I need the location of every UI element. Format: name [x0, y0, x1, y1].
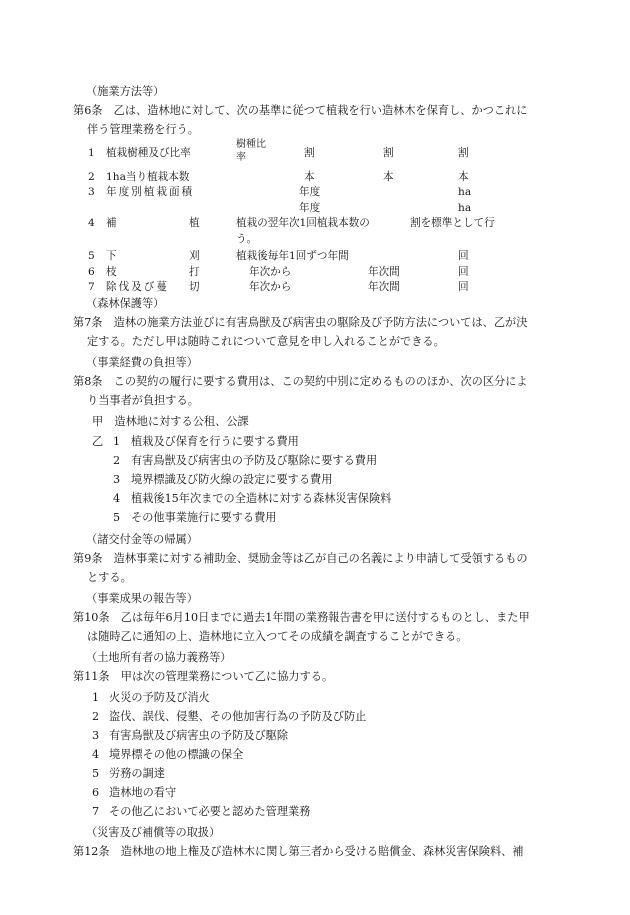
schedule-item-number: 4	[88, 217, 95, 229]
article-6-text: 伴う管理業務を行う。	[87, 123, 199, 136]
list-item-number: 2	[113, 454, 121, 467]
list-item-number: 3	[92, 729, 100, 742]
section-heading: （事業成果の報告等）	[86, 592, 198, 605]
section-heading: （土地所有者の協力義務等）	[86, 651, 232, 664]
schedule-item-number: 2	[88, 171, 95, 183]
article-12-text: 第12条 造林地の地上権及び造林木に関し第三者から受ける賠償金、森林災害保険料、補	[73, 845, 524, 858]
schedule-item-text: う。	[236, 233, 258, 245]
schedule-item-label: 補	[106, 217, 117, 229]
schedule-unit: 割	[458, 147, 469, 159]
list-item-number: 4	[92, 748, 100, 761]
article-7-text: 第7条 造林の施業方法並びに有害鳥獣及び病害虫の駆除及び予防方法については、乙が決	[73, 316, 528, 329]
list-item-number: 6	[92, 786, 100, 799]
article-10-text: は随時乙に通知の上、造林地に立入つてその成績を調査することができる。	[87, 630, 468, 643]
schedule-item-label: 切	[189, 281, 200, 293]
schedule-item-text: 植栽の翌年次1回植栽本数の	[236, 217, 370, 229]
schedule-item-number: 5	[88, 250, 95, 262]
schedule-item-text: 植栽後毎年1回ずつ年間	[236, 250, 349, 262]
schedule-item-number: 6	[88, 266, 95, 278]
schedule-unit: 割	[383, 147, 394, 159]
list-item: 盗伐、誤伐、侵墾、その他加害行為の予防及び防止	[109, 710, 367, 723]
schedule-unit: 回	[458, 281, 469, 293]
list-item: 有害鳥獣及び病害虫の予防及び駆除に要する費用	[131, 454, 378, 467]
section-heading: （事業経費の負担等）	[86, 356, 198, 369]
list-item: 境界標識及び防火線の設定に要する費用	[131, 473, 333, 486]
list-item: 労務の調達	[109, 767, 165, 780]
list-item-number: 3	[113, 473, 121, 486]
section-heading: （施業方法等）	[86, 85, 165, 98]
section-heading: （森林保護等）	[86, 297, 165, 310]
schedule-item-text: 割を標準として行	[410, 217, 495, 229]
schedule-item-label: 植栽樹種及び比率	[106, 147, 191, 159]
schedule-unit: 本	[383, 171, 394, 183]
list-item: その他乙において必要と認めた管理業務	[109, 805, 311, 818]
schedule-unit: 本	[304, 171, 315, 183]
article-10-text: 第10条 乙は毎年6月10日までに過去1年間の業務報告書を甲に送付するものとし、また甲	[73, 611, 530, 624]
schedule-unit: 年度	[299, 186, 321, 198]
schedule-ratio-label: 率	[236, 152, 246, 163]
list-item: 火災の予防及び消火	[109, 691, 210, 704]
list-item-number: 1	[92, 691, 100, 704]
list-item-number: 4	[113, 492, 121, 505]
article-6-text: 第6条 乙は、造林地に対して、次の基準に従つて植栽を行い造林木を保育し、かつこれに	[73, 104, 528, 117]
article-8-text: 第8条 この契約の履行に要する費用は、この契約中別に定めるもののほか、次の区分によ	[73, 375, 528, 388]
schedule-unit: 割	[304, 147, 315, 159]
article-9-text: 第9条 造林事業に対する補助金、奨励金等は乙が自己の名義により申請して受領するもの	[73, 552, 528, 565]
schedule-item-number: 3	[88, 186, 95, 198]
list-item-number: 5	[113, 511, 121, 524]
schedule-item-label: 1ha当り植栽本数	[106, 171, 190, 183]
article-8-party-ko: 甲 造林地に対する公租、公課	[92, 415, 249, 428]
schedule-item-text: 年次から	[249, 266, 292, 278]
article-11-text: 第11条 甲は次の管理業務について乙に協力する。	[73, 670, 334, 683]
list-item-number: 7	[92, 805, 100, 818]
article-9-text: とする。	[87, 571, 132, 584]
list-item-number: 1	[113, 435, 121, 448]
list-item-number: 2	[92, 710, 100, 723]
list-item: 境界標その他の標識の保全	[109, 748, 244, 761]
schedule-item-text: 年次間	[368, 281, 400, 293]
schedule-unit: 回	[458, 250, 469, 262]
list-item: 造林地の看守	[109, 786, 177, 799]
section-heading: （災害及び補償等の取扱）	[86, 826, 221, 839]
schedule-item-text: 年次間	[368, 266, 400, 278]
schedule-unit: 回	[458, 266, 469, 278]
schedule-unit: ha	[458, 202, 472, 214]
list-item: 植栽後15年次までの全造林に対する森林災害保険料	[131, 492, 392, 505]
section-heading: （諸交付金等の帰属）	[86, 533, 198, 546]
schedule-item-label: 植	[189, 217, 200, 229]
article-7-text: 定する。ただし甲は随時これについて意見を申し入れることができる。	[87, 335, 445, 348]
schedule-item-text: 年次から	[249, 281, 292, 293]
article-8-party-otsu: 乙	[92, 435, 104, 448]
schedule-item-label: 枝	[106, 266, 117, 278]
list-item: 植栽及び保育を行うに要する費用	[131, 435, 299, 448]
schedule-unit: 年度	[299, 202, 321, 214]
schedule-item-number: 1	[88, 147, 95, 159]
schedule-item-label: 除伐及び蔓	[106, 281, 169, 293]
schedule-item-label: 下	[106, 250, 117, 262]
list-item: その他事業施行に要する費用	[131, 511, 277, 524]
schedule-ratio-label: 樹種比	[236, 139, 266, 150]
schedule-unit: ha	[458, 186, 472, 198]
schedule-unit: 本	[458, 171, 469, 183]
list-item-number: 5	[92, 767, 100, 780]
schedule-item-label: 打	[189, 266, 200, 278]
article-8-text: り当事者が負担する。	[87, 394, 199, 407]
list-item: 有害鳥獣及び病害虫の予防及び駆除	[109, 729, 289, 742]
schedule-item-label: 刈	[189, 250, 200, 262]
schedule-item-number: 7	[88, 281, 95, 293]
schedule-item-label: 年度別植栽面積	[106, 186, 195, 198]
